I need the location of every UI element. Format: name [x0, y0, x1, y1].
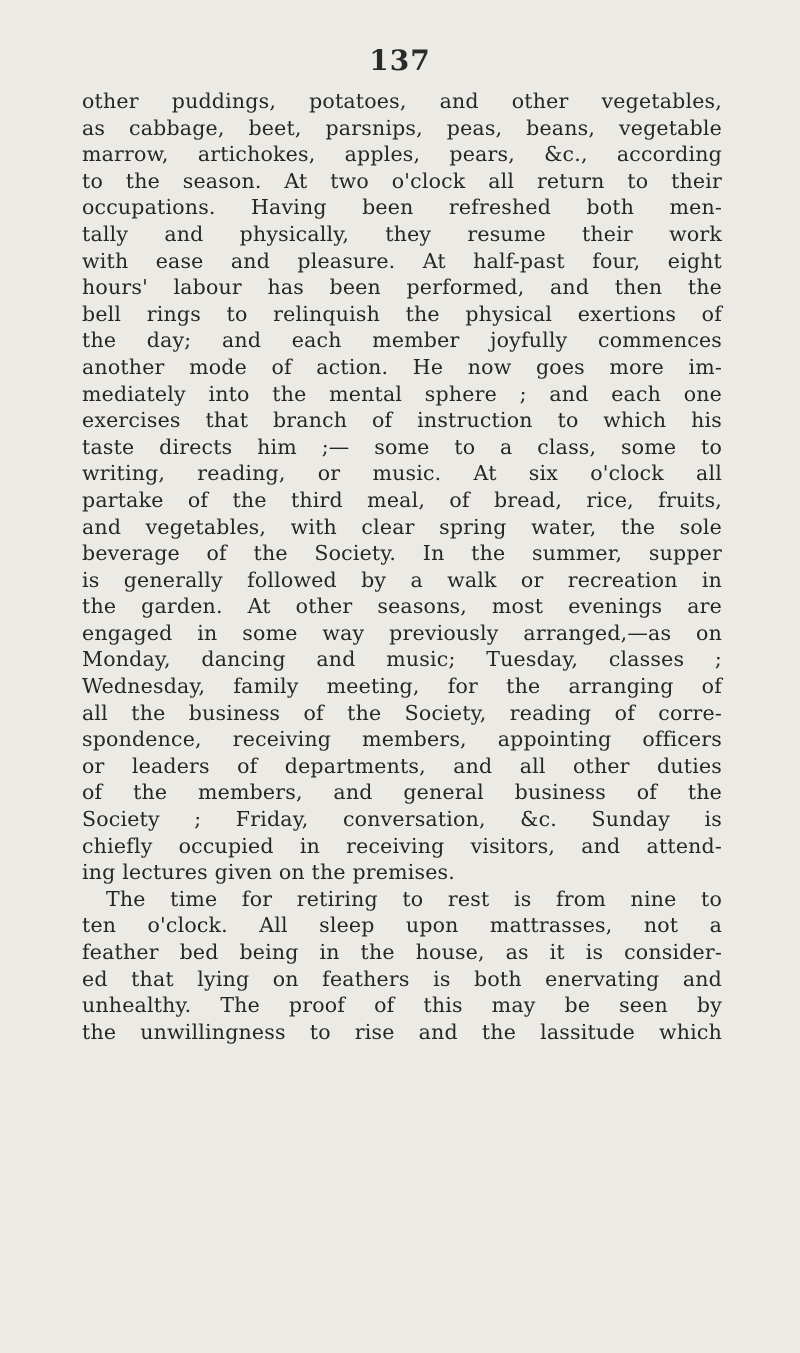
text-line: the garden. At other seasons, most evenings are: [82, 594, 722, 619]
text-line: exercises that branch of instruction to which his: [82, 408, 722, 433]
text-line: tally and physically, they resume their work: [82, 221, 722, 246]
text-line: taste directs him ;— some to a class, some to: [82, 434, 722, 459]
text-line: ing lectures given on the premises.: [82, 860, 455, 885]
text-line: of the members, and general business of the: [82, 780, 722, 805]
text-line: is generally followed by a walk or recreation in: [82, 567, 722, 592]
text-line: feather bed being in the house, as it is consider-: [82, 940, 722, 964]
text-line: writing, reading, or music. At six o'clock all: [82, 461, 722, 486]
text-line: Monday, dancing and music; Tuesday, classes ;: [82, 647, 722, 672]
text-line: another mode of action. He now goes more im-: [82, 354, 722, 379]
page-number: 137: [369, 44, 431, 77]
text-line: to the season. At two o'clock all return to their: [82, 168, 722, 193]
text-line: hours' labour has been performed, and then the: [82, 275, 722, 300]
text-line: Society ; Friday, conversation, &c. Sunday is: [82, 807, 722, 832]
text-line: mediately into the mental sphere ; and each one: [82, 381, 722, 406]
text-line: partake of the third meal, of bread, rice, fruits,: [82, 487, 722, 512]
text-line: chiefly occupied in receiving visitors, and attend-: [82, 833, 722, 858]
text-line: the day; and each member joyfully commences: [82, 328, 722, 353]
paragraph-2: [82, 886, 722, 1046]
paragraph-1: [82, 88, 722, 886]
body-text: [82, 88, 722, 1045]
text-line: marrow, artichokes, apples, pears, &c., according: [82, 142, 722, 167]
text-line: ten o'clock. All sleep upon mattrasses, not a: [82, 913, 722, 938]
text-line: Wednesday, family meeting, for the arranging of: [82, 674, 722, 699]
text-line: occupations. Having been refreshed both men-: [82, 195, 722, 220]
text-line: other puddings, potatoes, and other vegetables,: [82, 89, 722, 113]
text-line: all the business of the Society, reading of corre-: [82, 700, 722, 725]
text-line: or leaders of departments, and all other duties: [82, 753, 722, 778]
text-line: engaged in some way previously arranged,—as on: [82, 620, 722, 645]
text-line: beverage of the Society. In the summer, supper: [82, 541, 722, 566]
text-line: and vegetables, with clear spring water, the sole: [82, 514, 722, 539]
text-line: the unwillingness to rise and the lassitude which: [82, 1019, 722, 1044]
text-line: unhealthy. The proof of this may be seen by: [82, 993, 722, 1018]
text-line: spondence, receiving members, appointing officers: [82, 727, 722, 752]
text-line: with ease and pleasure. At half-past four, eight: [82, 248, 722, 273]
text-line: bell rings to relinquish the physical exertions of: [82, 301, 722, 326]
text-line: The time for retiring to rest is from nine to: [106, 886, 722, 911]
text-line: ed that lying on feathers is both enervating and: [82, 966, 722, 991]
text-line: as cabbage, beet, parsnips, peas, beans, vegetable: [82, 115, 722, 140]
